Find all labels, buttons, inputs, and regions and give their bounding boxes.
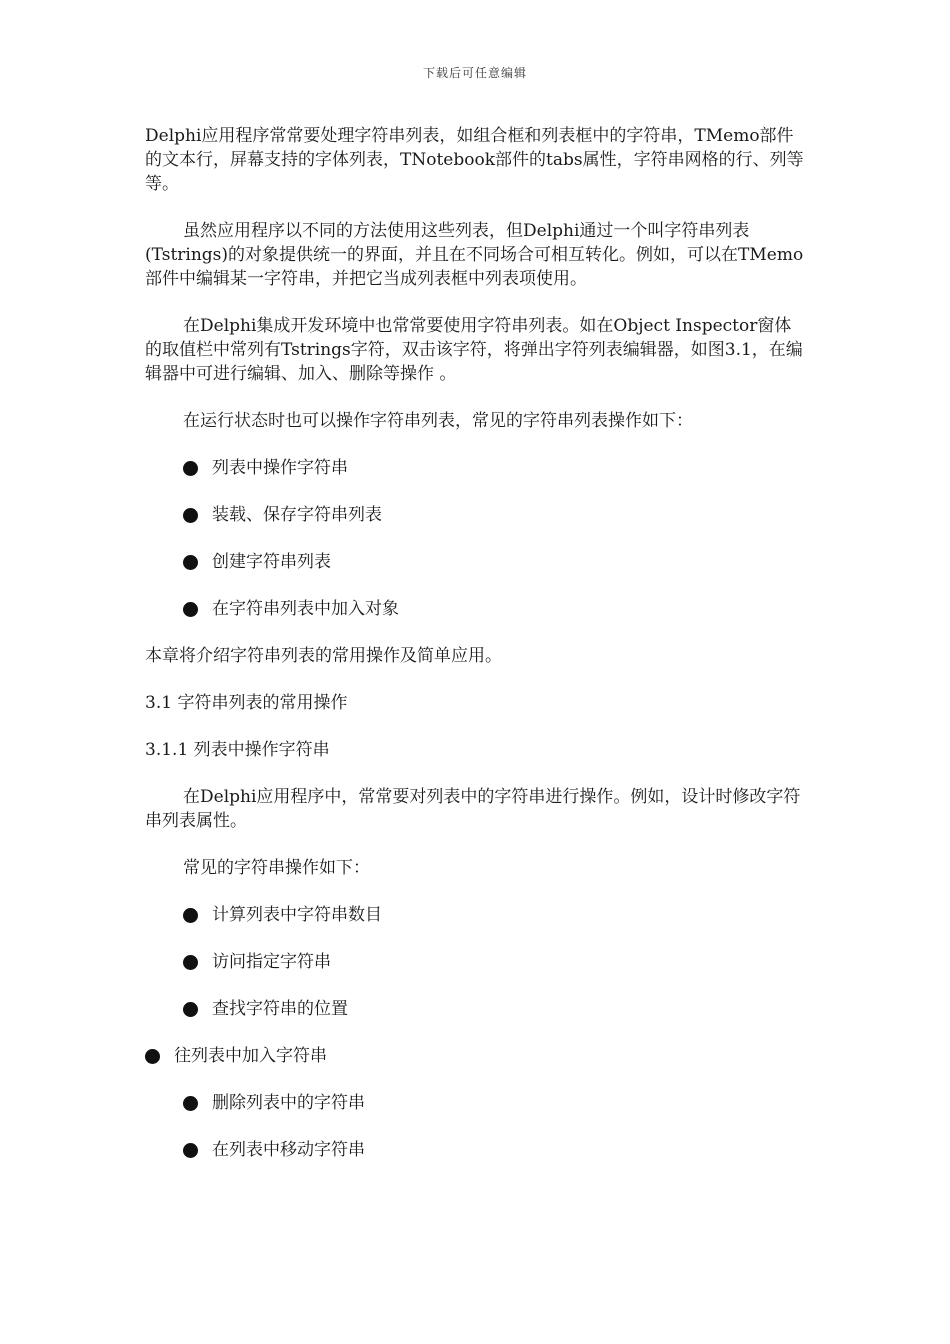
list-item bbox=[145, 903, 805, 927]
list-item bbox=[145, 997, 805, 1021]
list-item-text: 在列表中移动字符串 bbox=[212, 1140, 365, 1160]
list-item-text: 删除列表中的字符串 bbox=[212, 1093, 365, 1113]
bullet-icon bbox=[183, 1143, 198, 1158]
list-item-text: 在字符串列表中加入对象 bbox=[212, 599, 399, 619]
page-header: 下载后可任意编辑 bbox=[422, 66, 527, 80]
document-body bbox=[145, 124, 805, 1185]
list-item bbox=[145, 1091, 805, 1115]
bullet-icon bbox=[183, 955, 198, 970]
list-item-text: 计算列表中字符串数目 bbox=[212, 905, 382, 925]
list-item-text: 往列表中加入字符串 bbox=[174, 1046, 327, 1066]
paragraph-chapter-intro: 本章将介绍字符串列表的常用操作及简单应用。 bbox=[145, 646, 502, 666]
paragraph-ide: 在Delphi集成开发环境中也常常要使用字符串列表。如在Object Inspector窗体的取值栏中常列有Tstrings字符，双击该字符，将弹出字符列表编辑器，如图3.1，在编辑器中可进行编辑、加入、删除等操作 。 bbox=[145, 316, 803, 384]
bullet-icon bbox=[183, 602, 198, 617]
bullet-icon bbox=[183, 1096, 198, 1111]
list-item bbox=[145, 456, 805, 480]
subsection-heading: 3.1.1 列表中操作字符串 bbox=[145, 740, 330, 760]
list-item-text: 查找字符串的位置 bbox=[212, 999, 348, 1019]
list-item bbox=[145, 597, 805, 621]
section-heading: 3.1 字符串列表的常用操作 bbox=[145, 693, 348, 713]
paragraph-operations: 在Delphi应用程序中，常常要对列表中的字符串进行操作。例如，设计时修改字符串列表属性。 bbox=[145, 787, 801, 831]
paragraph-common-ops: 常见的字符串操作如下： bbox=[183, 858, 370, 878]
list-item bbox=[145, 950, 805, 974]
list-item-text: 列表中操作字符串 bbox=[212, 458, 348, 478]
list-item bbox=[145, 1138, 805, 1162]
bullet-icon bbox=[183, 461, 198, 476]
bullet-icon bbox=[183, 555, 198, 570]
list-item-text: 装载、保存字符串列表 bbox=[212, 505, 382, 525]
paragraph-tstrings: 虽然应用程序以不同的方法使用这些列表，但Delphi通过一个叫字符串列表(Tstrings)的对象提供统一的界面，并且在不同场合可相互转化。例如，可以在TMemo部件中编辑某一字符串，并把它当成列表框中列表项使用。 bbox=[145, 221, 804, 289]
paragraph-runtime: 在运行状态时也可以操作字符串列表，常见的字符串列表操作如下： bbox=[183, 411, 693, 431]
list-item bbox=[145, 1044, 805, 1068]
bullet-icon bbox=[145, 1049, 160, 1064]
list-item bbox=[145, 503, 805, 527]
bullet-icon bbox=[183, 1002, 198, 1017]
paragraph-intro: Delphi应用程序常常要处理字符串列表，如组合框和列表框中的字符串，TMemo部件的文本行，屏幕支持的字体列表，TNotebook部件的tabs属性，字符串网格的行、列等等。 bbox=[145, 126, 804, 194]
list-item-text: 创建字符串列表 bbox=[212, 552, 331, 572]
bullet-icon bbox=[183, 908, 198, 923]
bullet-icon bbox=[183, 508, 198, 523]
list-item-text: 访问指定字符串 bbox=[212, 952, 331, 972]
list-item bbox=[145, 550, 805, 574]
